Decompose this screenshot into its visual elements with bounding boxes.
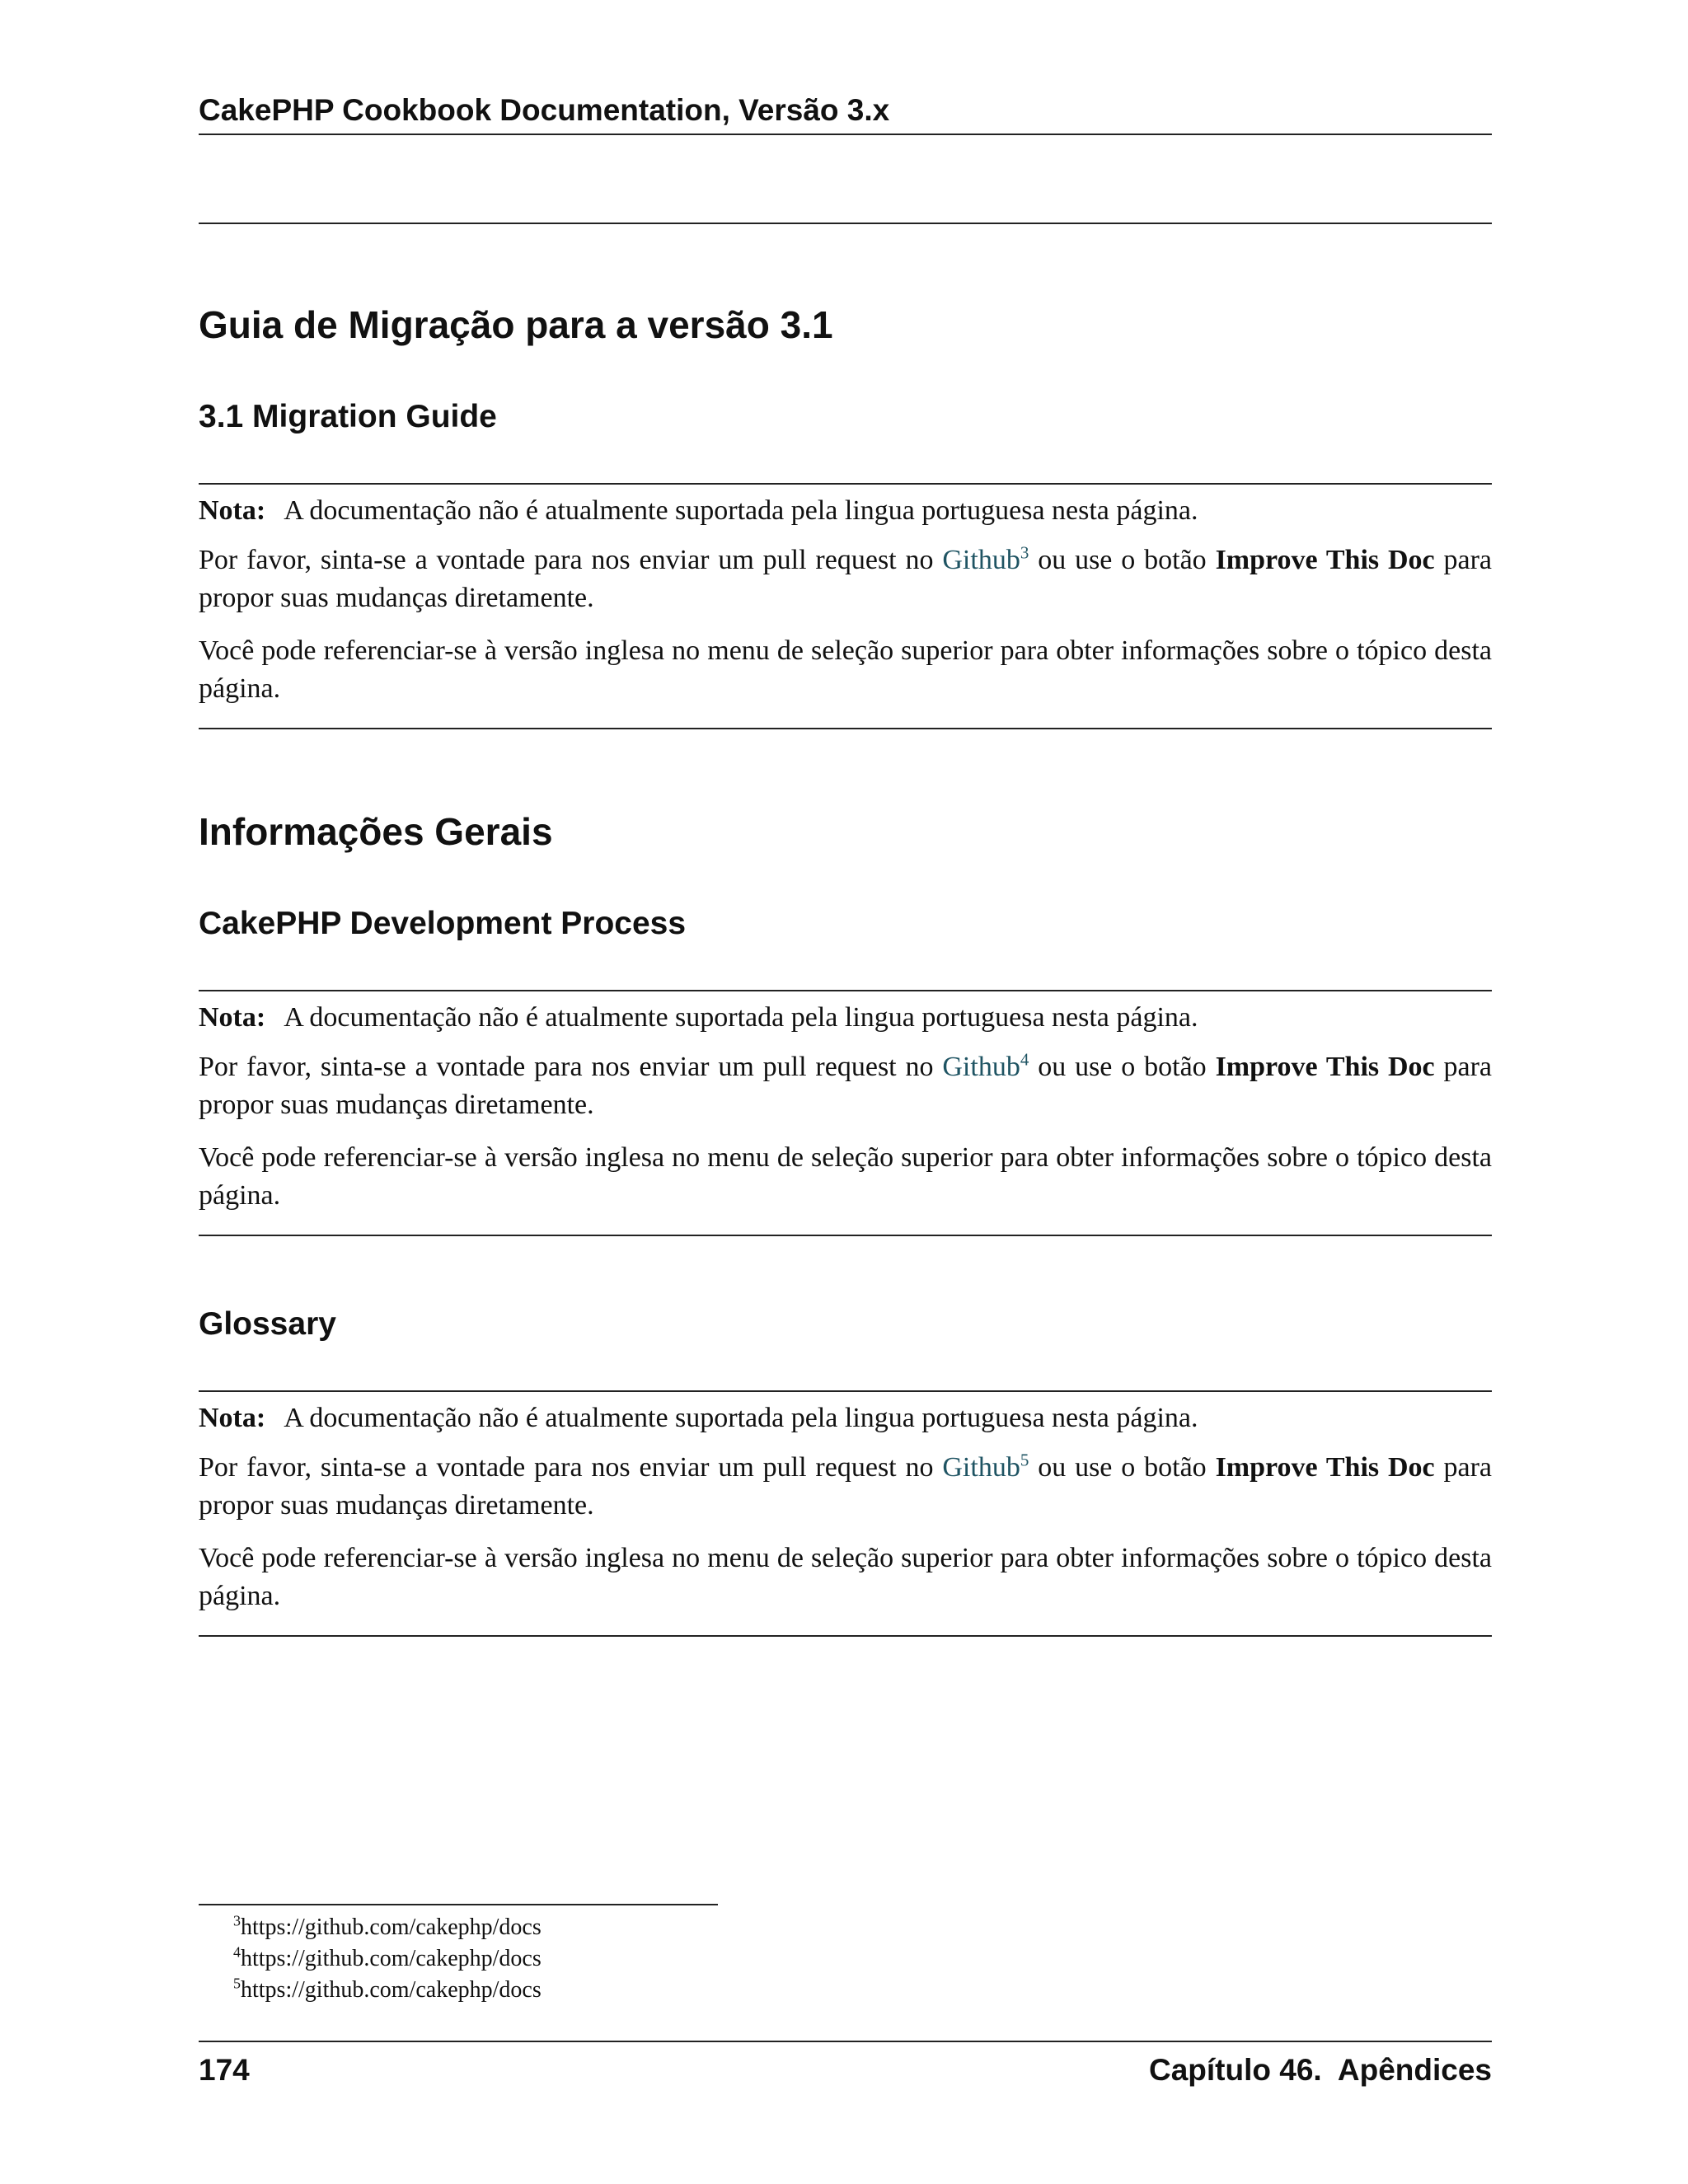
note-top-rule [199,1390,1492,1392]
note-first-line: Nota: A documentação não é atualmente suportada pela lingua portuguesa nesta página. [199,1002,1198,1033]
page-number: 174 [199,2053,250,2087]
note-label: Nota: [199,1002,266,1033]
note-first-line: Nota: A documentação não é atualmente suportada pela lingua portuguesa nesta página. [199,495,1198,526]
note-paragraph: Por favor, sinta-se a vontade para nos enviar um pull request no Github$^3$ ou use o botão Improve This Doc para propor suas mudanças diretamente. [199,542,1493,613]
footnote-rule [199,1904,718,1905]
github-link[interactable]: Github [942,1052,1020,1082]
footnote-ref[interactable]: 3 [1020,542,1029,563]
footnote: $^4$https://github.com/cakephp/docs [233,1943,542,1971]
section-title: Informações Gerais [199,810,553,853]
note-paragraph: Por favor, sinta-se a vontade para nos enviar um pull request no Github$^4$ ou use o botão Improve This Doc para propor suas mudanças diretamente. [199,1049,1493,1120]
note-first-line: Nota: A documentação não é atualmente suportada pela lingua portuguesa nesta página. [199,1403,1198,1433]
note-paragraph: Você pode referenciar-se à versão inglesa no menu de seleção superior para obter informações sobre o tópico desta página. [199,1142,1492,1211]
footnotes [233,1912,542,2006]
note-bottom-rule [199,1635,1492,1637]
note-box [199,1399,1492,1630]
chapter-title: Capítulo 46. Apêndices [1149,2053,1492,2087]
note-bottom-rule [199,728,1492,729]
note-paragraph: Você pode referenciar-se à versão inglesa no menu de seleção superior para obter informações sobre o tópico desta página. [199,1543,1492,1611]
note-bottom-rule [199,1235,1492,1236]
improve-this-doc-text: Improve This Doc [1215,545,1435,575]
note-paragraph: Por favor, sinta-se a vontade para nos enviar um pull request no Github$^5$ ou use o botão Improve This Doc para propor suas mudanças diretamente. [199,1450,1493,1521]
header-rule [199,134,1492,135]
note-label: Nota: [199,1403,266,1433]
subsection-title: CakePHP Development Process [199,906,687,941]
improve-this-doc-text: Improve This Doc [1215,1452,1435,1483]
note-top-rule [199,483,1492,485]
footnote-url[interactable]: https://github.com/cakephp/docs [241,1946,542,1971]
footnote-ref[interactable]: 5 [1020,1450,1029,1470]
note-box [199,999,1492,1230]
footnote: $^3$https://github.com/cakephp/docs [233,1912,542,1940]
note-label: Nota: [199,495,266,526]
github-link[interactable]: Github [942,1452,1020,1483]
footnote-ref[interactable]: 4 [1020,1049,1029,1070]
section-title: Guia de Migração para a versão 3.1 [199,303,833,346]
footnote-url[interactable]: https://github.com/cakephp/docs [241,1977,542,2003]
github-link[interactable]: Github [942,545,1020,575]
note-paragraph: Você pode referenciar-se à versão inglesa no menu de seleção superior para obter informações sobre o tópico desta página. [199,635,1492,704]
running-header: CakePHP Cookbook Documentation, Versão 3.x [199,93,890,127]
improve-this-doc-text: Improve This Doc [1215,1052,1435,1082]
subsection-title: 3.1 Migration Guide [199,399,497,434]
section-divider [199,223,1492,224]
note-top-rule [199,990,1492,991]
subsection-title: Glossary [199,1306,336,1342]
note-box [199,492,1492,723]
footnote: $^5$https://github.com/cakephp/docs [233,1975,542,2003]
footnote-url[interactable]: https://github.com/cakephp/docs [241,1915,542,1940]
footer-rule [199,2041,1492,2042]
